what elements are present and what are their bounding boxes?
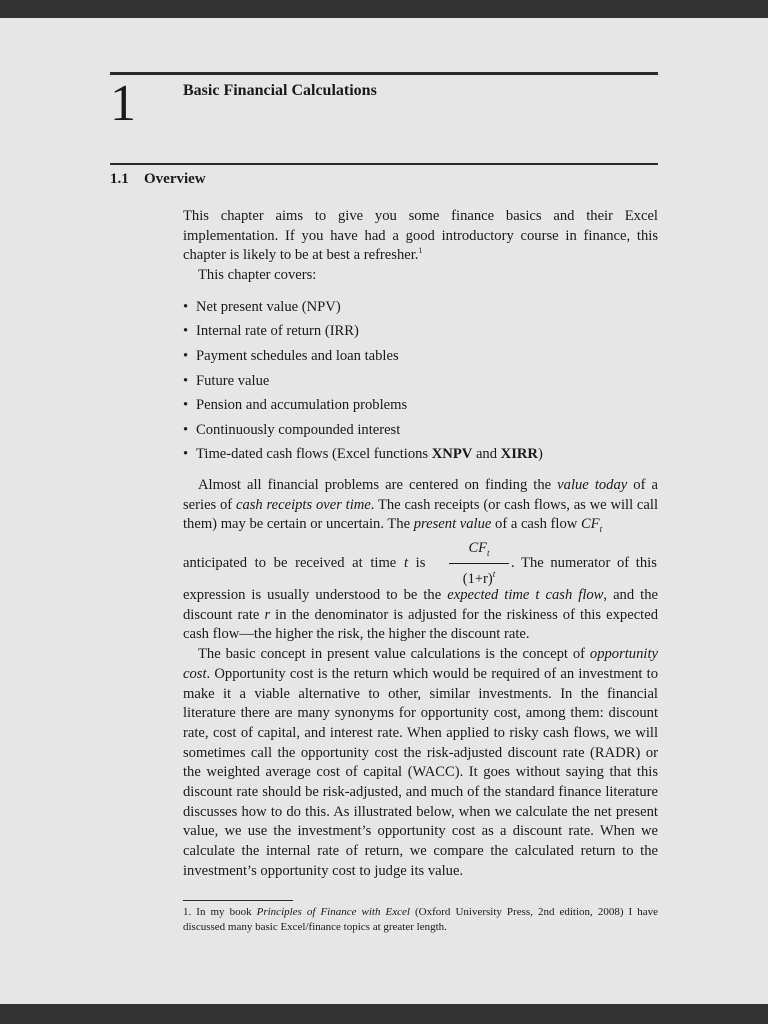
footnote <box>183 905 658 935</box>
math-symbol: r <box>264 606 271 623</box>
covers-paragraph: This chapter covers: <box>198 267 317 284</box>
chapter-title: Basic Financial Calculations <box>183 82 377 99</box>
top-frame-bar <box>0 0 768 18</box>
footnote-rule <box>183 900 293 901</box>
list-item <box>183 295 658 320</box>
section-heading <box>110 169 206 189</box>
book-title: Principles of Finance with Excel <box>256 906 410 918</box>
formula-denominator <box>449 564 509 590</box>
list-item-text: Internal rate of return (IRR) <box>196 323 359 340</box>
body-text <box>183 207 658 882</box>
bullet-icon: • <box>183 372 189 389</box>
para-text: anticipated to be received at time <box>183 554 404 571</box>
list-item-text: Future value <box>196 372 270 389</box>
emphasis: expected time t cash flow <box>447 586 604 603</box>
para-text: of a series of <box>183 476 658 513</box>
math-symbol: t <box>403 554 408 571</box>
list-item-text: and <box>472 446 501 463</box>
bullet-icon: • <box>183 348 189 364</box>
section-title: Overview <box>144 171 206 187</box>
list-item-text: Continuously compounded interest <box>196 421 401 438</box>
present-value-formula <box>449 540 509 590</box>
topic-list <box>183 295 658 467</box>
para-text: , and the discount rate <box>183 586 658 623</box>
para-text: . The cash receipts (or cash flows, as we will call them) may be certain or uncertain. The <box>183 496 658 533</box>
expected-cash-flow-text <box>183 586 658 645</box>
section-rule <box>110 163 658 165</box>
footnote-marker[interactable]: 1 <box>418 246 423 256</box>
math-symbol: (1+r) <box>462 570 493 587</box>
para-text: is <box>408 554 426 571</box>
list-item-text: Time-dated cash flows (Excel functions <box>196 446 432 463</box>
footnote-text: (Oxford University Press, 2nd edition, 2008) I have discussed many basic Excel/finance topics at greater length. <box>183 906 658 933</box>
list-item-text: Net present value (NPV) <box>196 298 341 315</box>
section-number: 1.1 <box>110 171 129 187</box>
list-item <box>183 442 658 467</box>
list-item <box>183 344 658 369</box>
emphasis: present value <box>413 516 492 533</box>
math-subscript: t <box>599 524 603 535</box>
intro-text: This chapter aims to give you some finance basics and their Excel implementation. If you have had a good introductory course in finance, this chapter is likely to be at best a refresher. <box>183 208 658 264</box>
list-item-text: Pension and accumulation problems <box>196 397 408 414</box>
list-item-text: Payment schedules and loan tables <box>196 348 399 364</box>
math-symbol: CF <box>468 539 487 556</box>
chapter-number: 1 <box>110 75 136 132</box>
emphasis: value today <box>557 476 628 493</box>
excel-function-xirr: XIRR <box>500 446 538 463</box>
formula-numerator <box>449 540 509 564</box>
para-text: Almost all financial problems are centered on finding the <box>198 476 558 493</box>
list-item <box>183 369 658 394</box>
list-item <box>183 319 658 344</box>
para-text: . Opportunity cost is the return which would be required of an investment to make it a viable alternative to other, similar investments. In the financial literature there are many synonyms for opportunity cost, among them: discount rate, cost of capital, and interest rate. When applied to risky cash flows, we will sometimes call the opportunity cost the risk-adjusted discount rate (RADR) or the weighted average cost of capital (WACC). It goes without saying that this discount rate should be risk-adjusted, and much of the standard finance literature discusses how to do this. As illustrated below, when we calculate the net present value, we use the investment’s opportunity cost as a discount rate. When we calculate the internal rate of return, we compare the calculated return to the investment’s opportunity cost to judge its value. <box>183 665 658 879</box>
chapter-rule <box>110 72 658 75</box>
math-subscript: t <box>487 547 490 558</box>
math-superscript: t <box>492 568 496 579</box>
book-page <box>0 18 768 1004</box>
para-text: The basic concept in present value calculations is the concept of <box>198 646 590 663</box>
bullet-icon: • <box>183 298 189 315</box>
emphasis: cash receipts over time <box>235 496 371 513</box>
excel-function-xnpv: XNPV <box>431 446 473 463</box>
bullet-icon: • <box>183 323 189 340</box>
emphasis: opportunity cost <box>183 646 658 682</box>
formula-trail-text: . The numerator of this <box>511 554 657 571</box>
para-text: in the denominator is adjusted for the riskiness of this expected cash flow—the higher the risk, the higher the discount rate. <box>183 606 659 643</box>
formula-line <box>183 540 658 586</box>
intro-paragraph <box>183 207 658 266</box>
bullet-icon: • <box>183 421 189 438</box>
present-value-paragraph <box>183 476 658 540</box>
list-item <box>183 393 658 418</box>
list-item <box>183 418 658 443</box>
bullet-icon: • <box>183 397 189 414</box>
bottom-frame-bar <box>0 1004 768 1024</box>
footnote-text: 1. In my book <box>183 906 257 918</box>
list-item-text: ) <box>537 446 543 463</box>
opportunity-cost-paragraph <box>183 645 658 881</box>
bullet-icon: • <box>183 446 189 463</box>
para-text: of a cash flow <box>491 516 581 533</box>
formula-lead-text <box>183 554 425 574</box>
para-text: expression is usually understood to be the <box>183 586 448 603</box>
math-symbol: CF <box>580 516 600 533</box>
